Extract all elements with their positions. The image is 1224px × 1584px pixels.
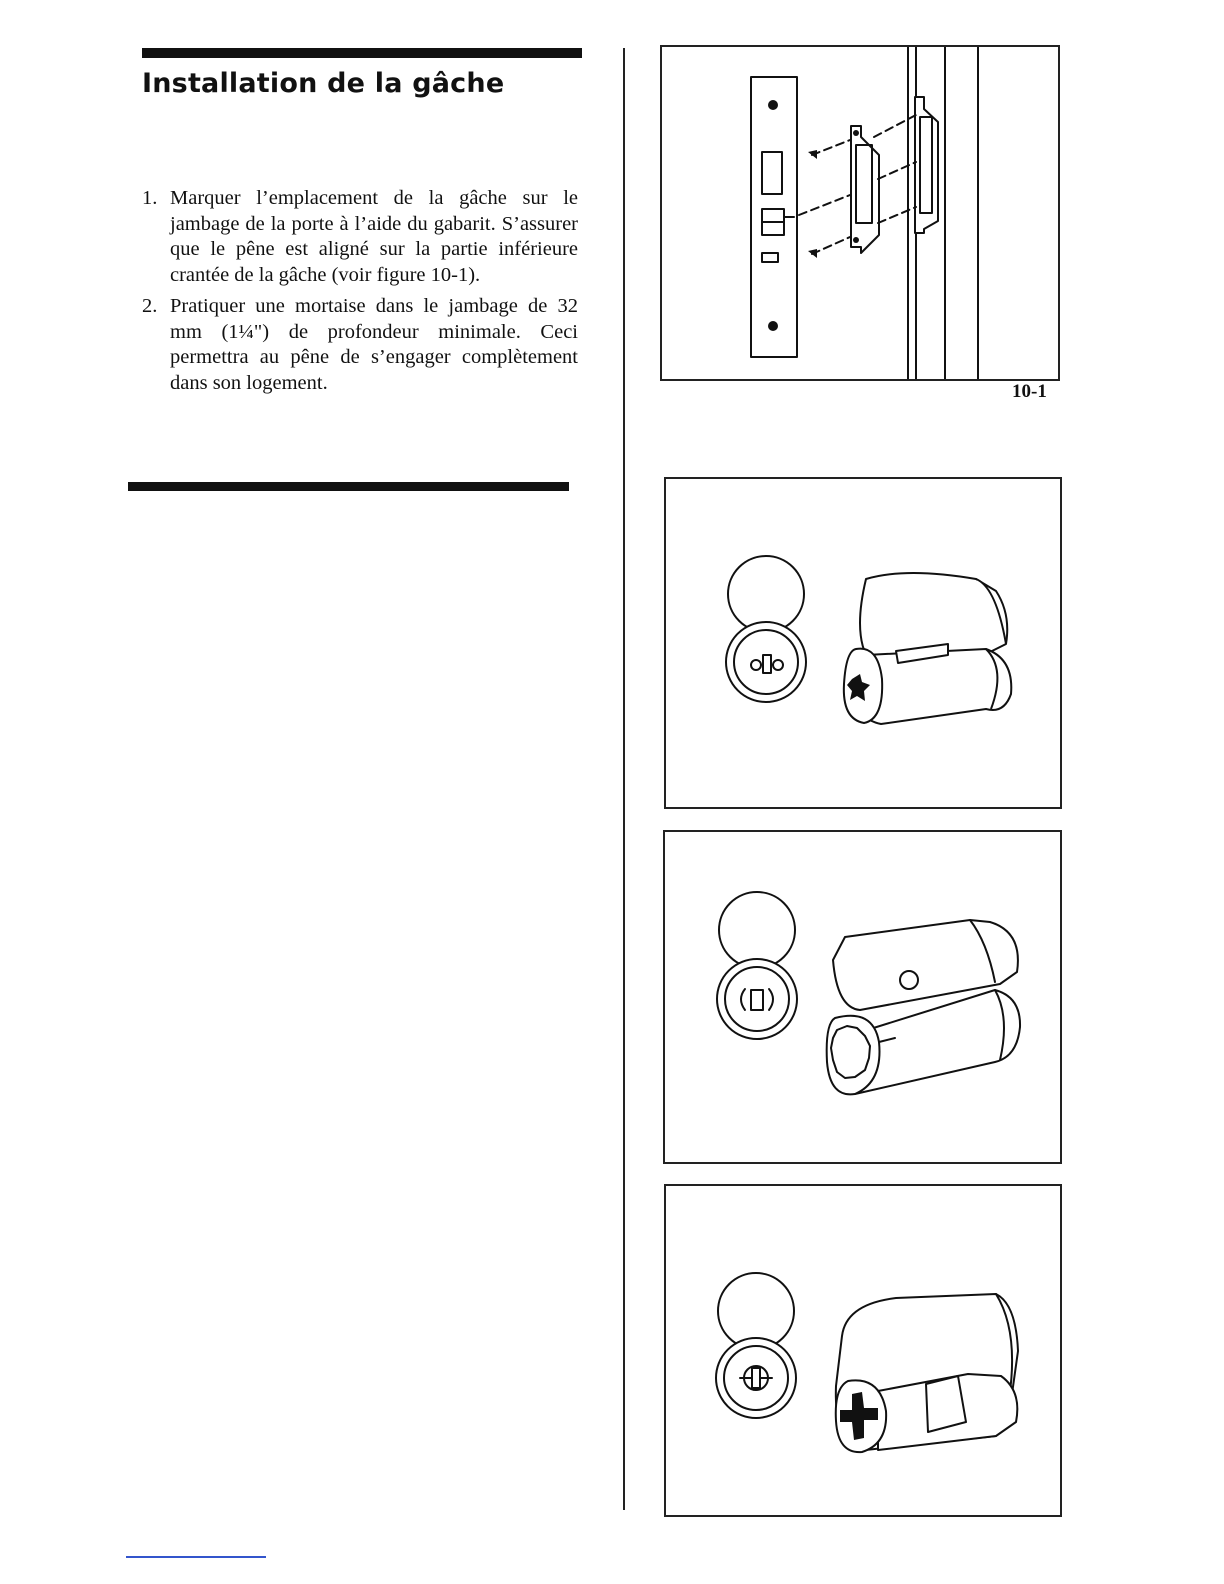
- figure-label: 10-1: [1012, 381, 1047, 402]
- column-divider: [623, 48, 625, 1510]
- section-rule: [128, 482, 569, 491]
- page-title: Installation de la gâche: [142, 68, 505, 99]
- step-number: 2.: [142, 295, 158, 317]
- figure-cylinder-1: [664, 477, 1062, 809]
- footer-rule: [126, 1556, 266, 1558]
- step-2: [142, 294, 578, 396]
- figure-cylinder-3: [664, 1184, 1062, 1517]
- strike-installation-illustration: [662, 47, 1058, 379]
- figure-cylinder-2: [663, 830, 1062, 1164]
- figure-strike-installation: [660, 45, 1060, 381]
- step-1: [142, 186, 578, 288]
- cylinder-2-illustration: [665, 832, 1060, 1162]
- cylinder-3-illustration: [666, 1186, 1060, 1515]
- step-text: Marquer l’emplacement de la gâche sur le jambage de la porte à l’aide du gabarit. S’assurer que le pêne est aligné sur la partie inférieure crantée de la gâche (voir figure 10-1).: [170, 187, 578, 286]
- step-text: Pratiquer une mortaise dans le jambage de 32 mm (1¼") de profondeur minimale. Ceci permettra au pêne de s’engager complètement dans son logement.: [170, 295, 578, 394]
- heading-rule: [142, 48, 582, 58]
- step-number: 1.: [142, 187, 158, 209]
- cylinder-1-illustration: [666, 479, 1060, 807]
- instruction-list: [142, 186, 578, 402]
